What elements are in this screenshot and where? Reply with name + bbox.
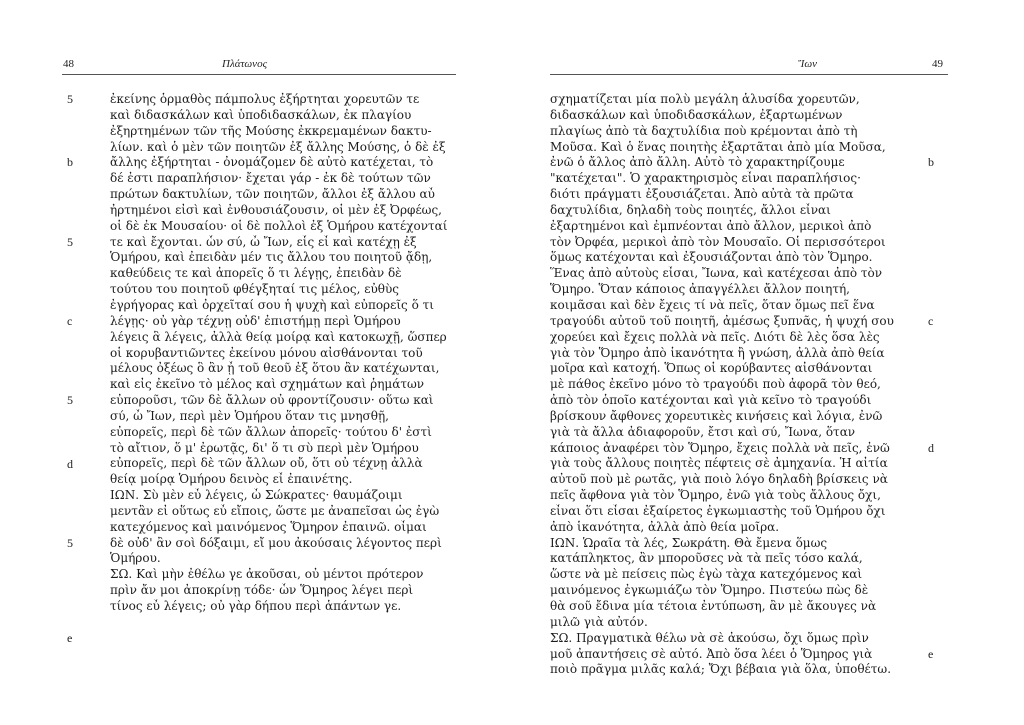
text-line: εὐπορεῖς, περὶ δὲ τῶν ἄλλων οὔ, ὅτι οὐ τέχνῃ ἀλλὰ (110, 456, 423, 471)
text-line: διδασκάλων καὶ ὑποδιδασκάλων, ἐξαρτωμένων (550, 107, 843, 122)
text-line: μὲ πάθος ἐκεῖνο μόνο τὸ τραγούδι ποὺ ἀφορᾶ τὸν θεό, (550, 377, 881, 392)
text-line: εὐπορεῖς, περὶ δὲ τῶν ἄλλων ἀπορεῖς· τούτου δ' ἐστὶ (110, 424, 432, 439)
text-line: ἐνῶ ὁ ἄλλος ἀπὸ ἄλλη. Αὐτὸ τὸ χαρακτηρίζουμε (550, 155, 845, 170)
text-line: λέγῃς· οὐ γὰρ τέχνῃ οὐδ' ἐπιστήμῃ περὶ Ὁμήρου (110, 313, 401, 328)
text-line: μιλῶ γιὰ αὐτόν. (550, 614, 648, 629)
text-line: καὶ εἰς ἐκεῖνο τὸ μέλος καὶ σχημάτων καὶ ῥημάτων (110, 377, 425, 392)
text-line: ὅμως κατέχονται καὶ ἐξουσιάζονται ἀπὸ τὸν Ὅμηρο. (550, 250, 873, 265)
greek-text (110, 92, 455, 615)
text-line: λίων. καὶ ὁ μὲν τῶν ποιητῶν ἐξ ἄλλης Μούσης, ὁ δὲ ἐξ (110, 139, 446, 154)
text-line: διότι πράγματι ἐξουσιάζεται. Ἀπὸ αὐτὰ τὰ πρῶτα (550, 187, 854, 202)
line-number-marker: d (928, 440, 934, 455)
text-line: τε καὶ ἔχονται. ὧν σύ, ὦ Ἴων, εἷς εἶ καὶ κατέχῃ ἐξ (110, 234, 417, 249)
text-line: ΣΩ. Πραγματικὰ θέλω νὰ σὲ ἀκούσω, ὄχι ὅμως πρὶν (550, 630, 869, 645)
header-rule (62, 74, 456, 75)
text-line: τίνος εὖ λέγεις; οὐ γὰρ δήπου περὶ ἁπάντων γε. (110, 599, 402, 613)
line-number-marker: b (928, 155, 934, 170)
text-line: μαινόμενος ἐγκωμιάζω τὸν Ὅμηρο. Πιστεύω πὼς δὲ (550, 583, 869, 598)
right-page (512, 0, 1024, 725)
text-line: "κατέχεται". Ὁ χαρακτηρισμὸς εἶναι παραπλήσιος· (550, 171, 861, 186)
text-line: βρίσκουν ἄφθονες χορευτικὲς κινήσεις καὶ λόγια, ἐνῶ (550, 408, 883, 423)
text-line: εἶναι ὅτι εἶσαι ἐξαίρετος ἐγκωμιαστὴς τοῦ Ὁμήρου ὄχι (550, 503, 886, 518)
text-line: οἱ δὲ ἐκ Μουσαίου· οἱ δὲ πολλοὶ ἐξ Ὁμήρου κατέχονταί (110, 218, 448, 233)
text-line: πεῖς ἄφθονα γιὰ τὸν Ὅμηρο, ἐνῶ γιὰ τοὺς ἄλλους ὄχι, (550, 488, 881, 503)
text-line: ἄλλης ἐξήρτηται - ὀνομάζομεν δὲ αὐτὸ κατέχεται, τὸ (110, 155, 434, 170)
text-line: δαχτυλίδια, δηλαδὴ τοὺς ποιητές, ἄλλοι εἶναι (550, 202, 831, 217)
text-line: χορεύει καὶ ἔχεις πολλὰ νὰ πεῖς. Διότι δὲ λὲς ὅσα λὲς (550, 329, 880, 344)
text-line: κοιμᾶσαι καὶ δὲν ἔχεις τί νὰ πεῖς, ὅταν ὅμως πεῖ ἕνα (550, 297, 875, 312)
text-line: πρώτων δακτυλίων, τῶν ποιητῶν, ἄλλοι ἐξ ἄλλου αὖ (110, 187, 435, 202)
page-number: 49 (932, 58, 943, 70)
text-line: θὰ σοῦ ἔδινα μία τέτοια ἐντύπωση, ἂν μὲ ἄκουγες νὰ (550, 599, 877, 613)
text-line: τὸν Ὀρφέα, μερικοὶ ἀπὸ τὸν Μουσαῖο. Οἱ περισσότεροι (550, 234, 886, 249)
running-head: Ἴων (798, 58, 817, 70)
line-number-marker: c (928, 313, 934, 328)
text-line: καθεύδεις τε καὶ ἀπορεῖς ὅ τι λέγῃς, ἐπειδὰν δὲ (110, 266, 402, 281)
text-line: σύ, ὦ Ἴων, περὶ μὲν Ὁμήρου ὅταν τις μνησθῇ, (110, 408, 389, 423)
text-line: ἀπὸ τὸν ὁποῖο κατέχονται καὶ γιὰ κεῖνο τὸ τραγούδι (550, 393, 872, 408)
text-line: τραγούδι αὐτοῦ τοῦ ποιητῆ, ἀμέσως ξυπνᾶς, ἡ ψυχή σου (550, 313, 894, 328)
line-number-marker: 5 (67, 393, 73, 408)
running-head: Πλάτωνος (222, 58, 268, 70)
text-line: πρὶν ἄν μοι ἀποκρίνῃ τόδε· ὧν Ὅμηρος λέγει περὶ (110, 583, 414, 598)
text-line: τούτου του ποιητοῦ φθέγξηταί τις μέλος, εὐθὺς (110, 282, 399, 297)
line-number-marker: d (67, 456, 73, 471)
line-number-marker: 5 (67, 535, 73, 550)
line-number-marker: 5 (67, 92, 73, 106)
header-rule (550, 74, 948, 75)
text-line: κατάπληκτος, ἂν μποροῦσες νὰ τὰ πεῖς τόσο καλά, (550, 551, 863, 566)
line-number-marker: b (67, 155, 73, 170)
text-line: καὶ διδασκάλων καὶ ὑποδιδασκάλων, ἐκ πλαγίου (110, 107, 412, 122)
text-line: θείᾳ μοίρᾳ Ὁμήρου δεινὸς εἶ ἐπαινέτης. (110, 472, 353, 487)
text-line: γιὰ τὰ ἄλλα ἀδιαφοροῦν, ἔτσι καὶ σύ, Ἴωνα, ὅταν (550, 424, 856, 439)
text-line: γιὰ τοὺς ἄλλους ποιητὲς πέφτεις σὲ ἀμηχανία. Ἡ αἰτία (550, 456, 888, 471)
text-line: ἐξαρτημένοι καὶ ἐμπνέονται ἀπὸ ἄλλον, μερικοὶ ἀπὸ (550, 218, 872, 233)
text-line: λέγεις ἃ λέγεις, ἀλλὰ θείᾳ μοίρᾳ καὶ κατοκωχῇ, ὥσπερ (110, 329, 447, 344)
line-number-marker: 5 (67, 234, 73, 249)
text-line: κάποιος ἀναφέρει τὸν Ὅμηρο, ἔχεις πολλὰ νὰ πεῖς, ἐνῶ (550, 440, 890, 455)
text-line: ἐγρήγορας καὶ ὀρχεῖταί σου ἡ ψυχὴ καὶ εὐπορεῖς ὅ τι (110, 297, 434, 312)
text-line: δὲ οὐδ' ἂν σοὶ δόξαιμι, εἴ μου ἀκούσαις λέγοντος περὶ (110, 535, 442, 550)
text-line: μοῦ ἀπαντήσεις σὲ αὐτό. Ἀπὸ ὅσα λέει ὁ Ὅμηρος γιὰ (550, 646, 873, 661)
page-number: 48 (63, 58, 74, 70)
text-line: μέλους ὀξέως ὃ ἂν ᾖ τοῦ θεοῦ ἐξ ὅτου ἂν κατέχωνται, (110, 361, 440, 376)
text-line: ΣΩ. Καὶ μὴν ἐθέλω γε ἀκοῦσαι, οὐ μέντοι πρότερον (110, 567, 424, 582)
text-line: Ὁμήρου, καὶ ἐπειδὰν μέν τις ἄλλου του ποιητοῦ ᾄδῃ, (110, 250, 433, 265)
line-number-marker: e (67, 630, 73, 645)
modern-greek-translation (550, 92, 942, 678)
text-line: τὸ αἴτιον, ὅ μ' ἐρωτᾷς, δι' ὅ τι σὺ περὶ μὲν Ὁμήρου (110, 440, 419, 455)
text-line: ἠρτημένοι εἰσὶ καὶ ἐνθουσιάζουσιν, οἱ μὲν ἐξ Ὀρφέως, (110, 202, 442, 217)
text-line: κατεχόμενος καὶ μαινόμενος Ὅμηρον ἐπαινῶ. οἶμαι (110, 519, 427, 534)
text-line: αὐτοῦ ποὺ μὲ ρωτᾶς, γιὰ ποιὸ λόγο δηλαδὴ βρίσκεις νὰ (550, 472, 888, 487)
text-line: ΙΩΝ. Σὺ μὲν εὖ λέγεις, ὦ Σώκρατες· θαυμάζοιμι (110, 488, 403, 503)
text-line: οἱ κορυβαντιῶντες ἐκείνου μόνου αἰσθάνονται τοῦ (110, 345, 423, 360)
text-line: σχηματίζεται μία πολὺ μεγάλη ἁλυσίδα χορευτῶν, (550, 92, 860, 106)
text-line: μοῖρα καὶ κατοχή. Ὅπως οἱ κορύβαντες αἰσθάνονται (550, 361, 873, 376)
text-line: Ὁμήρου. (110, 551, 161, 566)
text-line: ὥστε νὰ μὲ πείσεις πὼς ἐγὼ τὰχα κατεχόμενος καὶ (550, 567, 863, 582)
text-line: Ἕνας ἀπὸ αὐτοὺς εἶσαι, Ἴωνα, καὶ κατέχεσαι ἀπὸ τὸν (550, 266, 883, 281)
text-line: δέ ἐστι παραπλήσιον· ἔχεται γάρ - ἐκ δὲ τούτων τῶν (110, 171, 431, 186)
text-line: ἐξηρτημένων τῶν τῆς Μούσης ἐκκρεμαμένων δακτυ- (110, 123, 432, 138)
text-line: ἐκείνης ὁρμαθὸς πάμπολυς ἐξήρτηται χορευτῶν τε (110, 92, 420, 106)
text-line: μεντἂν εἰ οὕτως εὖ εἴποις, ὥστε με ἀναπεῖσαι ὡς ἐγὼ (110, 503, 440, 518)
text-line: ποιὸ πρᾶγμα μιλᾶς καλά; Ὄχι βέβαια γιὰ ὅλα, ὑποθέτω. (550, 662, 892, 677)
line-number-marker: c (67, 313, 73, 328)
text-line: γιὰ τὸν Ὅμηρο ἀπὸ ἱκανότητα ἢ γνώση, ἀλλὰ ἀπὸ θεία (550, 345, 885, 360)
text-line: πλαγίως ἀπὸ τὰ δαχτυλίδια ποὺ κρέμονται ἀπὸ τὴ (550, 123, 858, 138)
text-line: ἀπὸ ἱκανότητα, ἀλλὰ ἀπὸ θεία μοῖρα. (550, 519, 780, 534)
text-line: Μοῦσα. Καὶ ὁ ἕνας ποιητὴς ἐξαρτᾶται ἀπὸ μία Μοῦσα, (550, 139, 886, 154)
text-line: ΙΩΝ. Ὡραῖα τὰ λές, Σωκράτη. Θὰ ἔμενα ὅμως (550, 535, 828, 550)
line-number-marker: e (928, 646, 934, 661)
text-line: Ὅμηρο. Ὅταν κάποιος ἀπαγγέλλει ἄλλον ποιητή, (550, 282, 850, 297)
text-line: εὐποροῦσι, τῶν δὲ ἄλλων οὐ φροντίζουσιν· οὕτω καὶ (110, 393, 434, 408)
